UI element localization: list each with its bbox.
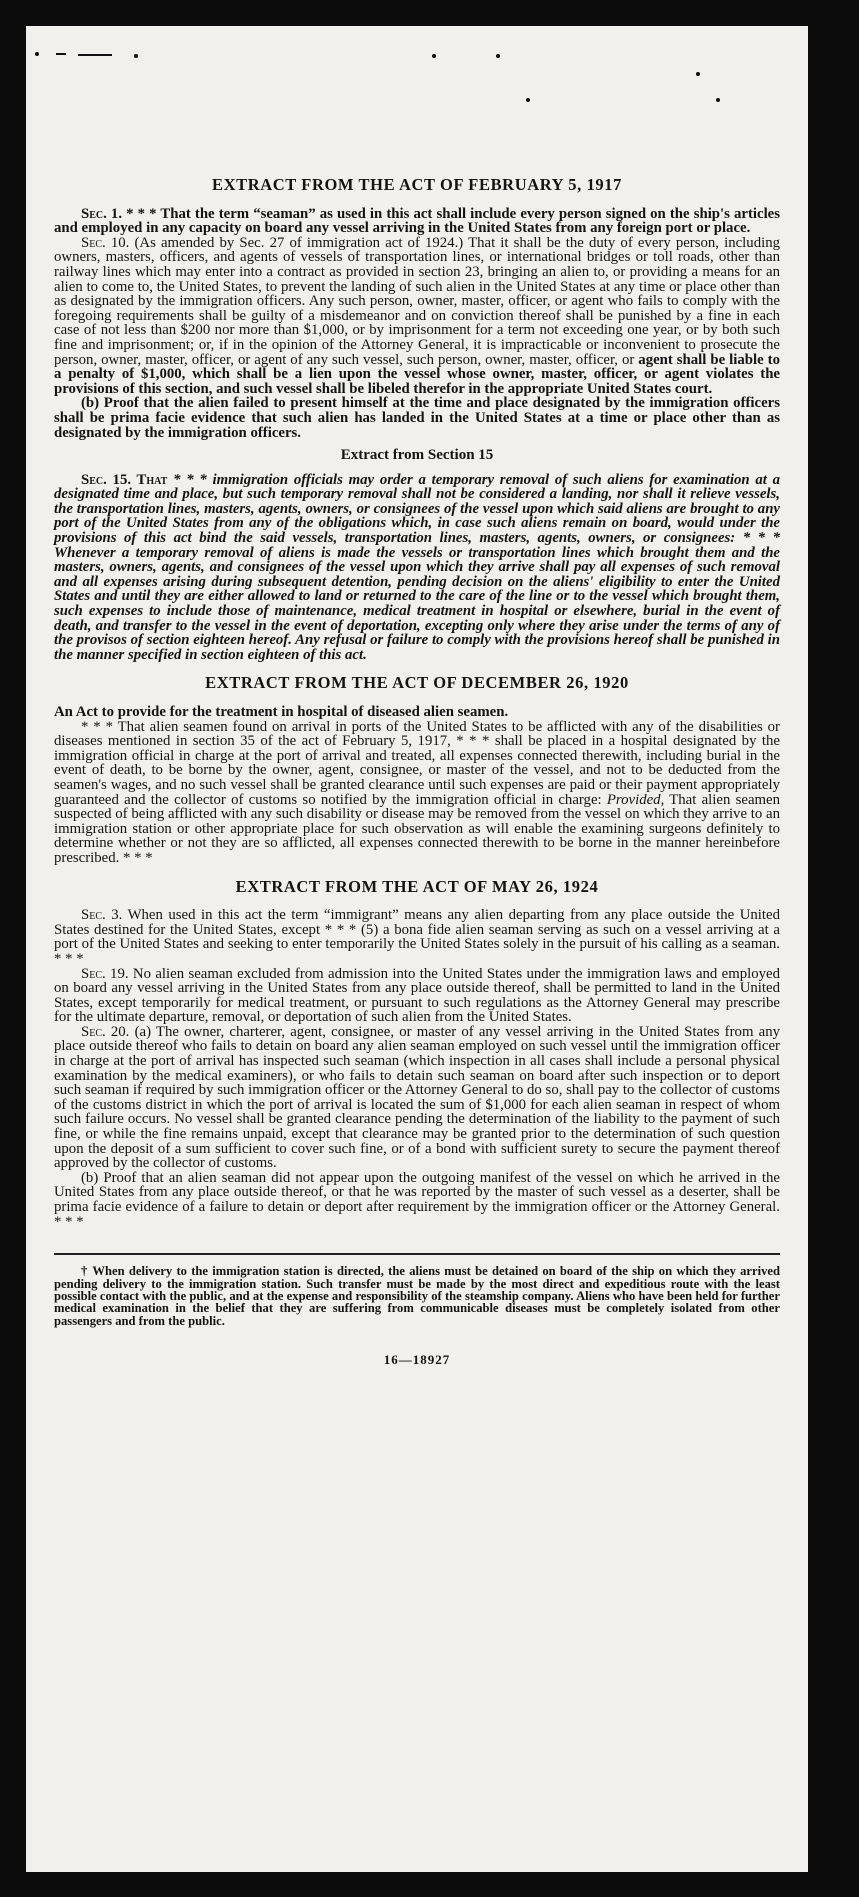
- document-body: [54, 175, 781, 1368]
- paragraph: [54, 1025, 780, 1171]
- paragraph: [54, 236, 780, 397]
- paragraph: (b) Proof that an alien seaman did not appear upon the outgoing manifest of the vessel on which he arrived in the United States from any place outside thereof, or that he was reported by the master of such vessel as a deserter, shall be prima facie evidence of a failure to detain or deport after requirement by the immigration officer or the Attorney General. * * *: [54, 1169, 780, 1230]
- document-page: [26, 26, 808, 1872]
- paragraph: [54, 473, 780, 663]
- paragraph: [54, 967, 780, 1025]
- heading-section-15: Extract from Section 15: [340, 447, 494, 464]
- section-lead: Sec. 20.: [81, 1023, 130, 1040]
- section-lead: Sec. 19.: [81, 965, 129, 982]
- scan-mark: [526, 98, 530, 102]
- section-text: * * * That alien seamen found on arrival in ports of the United States to be afflicted with any of the disabilities or diseases mentioned in section 35 of the act of February 5, 1917, * * * shall be placed in a hospital designated by the immigration official in charge at the port of arrival and treated, all expenses connected therewith, including burial in the event of death, to be borne by the owner, agent, consignee, or master of the vessel, and not to be deducted from the seamen's wages, and no such vessel shall be granted clearance until such expenses are paid or their payment appropriately guaranteed and the collector of customs so notified by the immigration official in charge:: [54, 718, 780, 808]
- heading-act-1920: EXTRACT FROM THE ACT OF DECEMBER 26, 1920: [205, 673, 629, 693]
- proviso: Provided,: [606, 791, 665, 808]
- paragraph: An Act to provide for the treatment in hospital of diseased alien seamen.: [54, 704, 509, 720]
- scan-mark: [134, 54, 138, 58]
- section-lead: Sec. 1.: [81, 205, 123, 222]
- section-text: When used in this act the term “immigrant” means any alien departing from any place outside the United States destined for the United States, except * * * (5) a bona fide alien seaman serving as such on a vessel arriving at a port of the United States and seeking to enter temporarily the United States solely in the pursuit of his calling as a seaman. * * *: [54, 907, 780, 967]
- section-text: (a) The owner, charterer, agent, consignee, or master of any vessel arriving in the United States from any place outside thereof who fails to detain on board any alien seaman employed on such vessel until the immigration officer in charge at the port of arrival has inspected such seaman (which inspection in all cases shall include a personal physical examination by the medical examiners), or who fails to detain such seaman on board after such inspection or to deport such seaman if required by such immigration officer or the Attorney General to do so, shall pay to the collector of customs of the customs district in which the port of arrival is located the sum of $1,000 for each alien seaman in respect of whom such failure occurs. No vessel shall be granted clearance pending the determination of the liability to the payment of such fine, or while the fine remains unpaid, except that clearance may be granted prior to the determination of such question upon the deposit of a sum sufficient to cover such fine, or of a bond with sufficient surety to secure the payment thereof approved by the collector of customs.: [54, 1023, 780, 1172]
- footnote: † When delivery to the immigration station is directed, the aliens must be detained on board of the ship on which they arrived pending delivery to the immigration station. Such transfer must be made by the most direct and expeditious route with the least possible contact with the public, and at the expense and responsibility of the steamship company. Aliens who have been held for further medical examination in the belief that they are suffering from communicable diseases must be completely isolated from other passengers and from the public.: [54, 1264, 780, 1328]
- section-text: (As amended by Sec. 27 of immigration act of 1924.) That it shall be the duty of every person, including owners, masters, officers, and agents of vessels of transportation lines, or international bridges or toll roads, other than railway lines which may enter into a contract as provided in section 23, bringing an alien to, or providing a means for an alien to come to, the United States, to prevent the landing of such alien in the United States at any time or place other than as designated by the immigration officers. Any such person, owner, master, officer, or agent who fails to comply with the foregoing requirements shall be guilty of a misdemeanor and on conviction thereof shall be punished by a fine in each case of not less than $200 nor more than $1,000, or by imprisonment for a term not exceeding one year, or by both such fine and imprisonment; or, if in the opinion of the Attorney General, it is impracticable or inconvenient to prosecute the person, owner, master, officer, or agent of any such vessel, such person, owner, master, officer, or: [54, 234, 780, 368]
- paragraph: (b) Proof that the alien failed to present himself at the time and place designated by the immigration officers shall be prima facie evidence that such alien has landed in the United States at a time or place other than as designated by the immigration officers.: [54, 395, 780, 441]
- scan-mark: [716, 98, 720, 102]
- scan-mark: [56, 53, 66, 55]
- section-text: * * * immigration officials may order a temporary removal of such aliens for examination at a designated time and place, but such temporary removal shall not be considered a landing, nor shall it relieve vessels, the transportation lines, masters, agents, owners, or consignees of the vessel upon which said aliens are brought to any port of the United States from any of the obligations which, in case such aliens remain on board, would under the provisions of this act bind the said vessels, transportation lines, masters, agents, owners, or consignees: * * * Whenever a temporary removal of aliens is made the vessels or transportation lines which brought them and the masters, owners, agents, and consignees of the vessel upon which they arrive shall pay all expenses of such removal and all expenses arising during subsequent detention, pending decision on the aliens' eligibility to enter the United States and until they are either allowed to land or returned to the care of the line or to the vessel which brought them, such expenses to include those of maintenance, medical treatment in hospital or elsewhere, burial in the event of death, and transfer to the vessel in the event of deportation, excepting only where they arise under the terms of any of the provisos of section eighteen hereof. Any refusal or failure to comply with the provisions hereof shall be punished in the manner specified in section eighteen of this act.: [54, 471, 781, 663]
- paragraph: [54, 207, 780, 236]
- paragraph: [54, 908, 780, 966]
- heading-act-1917: EXTRACT FROM THE ACT OF FEBRUARY 5, 1917: [212, 175, 622, 194]
- scan-mark: [432, 54, 436, 58]
- scan-mark: [496, 54, 500, 58]
- section-text: No alien seaman excluded from admission into the United States under the immigration laws and employed on board any vessel arriving in the United States from any place outside thereof, shall be permitted to land in the United States, except temporarily for medical treatment, or pursuant to such regulations as the Attorney General may prescribe for the ultimate departure, removal, or deportation of such alien from the United States.: [54, 965, 781, 1026]
- scan-mark: [696, 72, 700, 76]
- paragraph: [54, 720, 780, 866]
- section-text-bold: agent shall be liable to a penalty of $1,000, which shall be a lien upon the vessel whose owner, master, officer, or agent violates the provisions of this section, and such vessel shall be libeled therefor in the appropriate United States court.: [54, 351, 781, 397]
- page-number: 16—18927: [383, 1352, 451, 1368]
- footnote-divider: [54, 1253, 780, 1255]
- heading-act-1924: EXTRACT FROM THE ACT OF MAY 26, 1924: [235, 876, 599, 896]
- scan-mark: [35, 52, 39, 56]
- section-lead: Sec. 3.: [81, 907, 123, 924]
- section-lead: Sec. 10.: [81, 234, 130, 251]
- scan-mark: [78, 54, 112, 56]
- scan-marks: [26, 26, 808, 146]
- section-text: That alien seamen suspected of being afflicted with any such disability or disease may be removed from the vessel on which they arrive to an immigration station or other appropriate place for such observation as will enable the examining surgeons definitely to determine whether or not they are so afflicted, all expenses connected therewith to be borne in the manner hereinbefore prescribed. * * *: [54, 791, 780, 866]
- section-lead: Sec. 15. That: [81, 471, 168, 488]
- section-text: * * * That the term “seaman” as used in this act shall include every person signed on the ship's articles and employed in any capacity on board any vessel arriving in the United States from any foreign port or place.: [54, 205, 781, 237]
